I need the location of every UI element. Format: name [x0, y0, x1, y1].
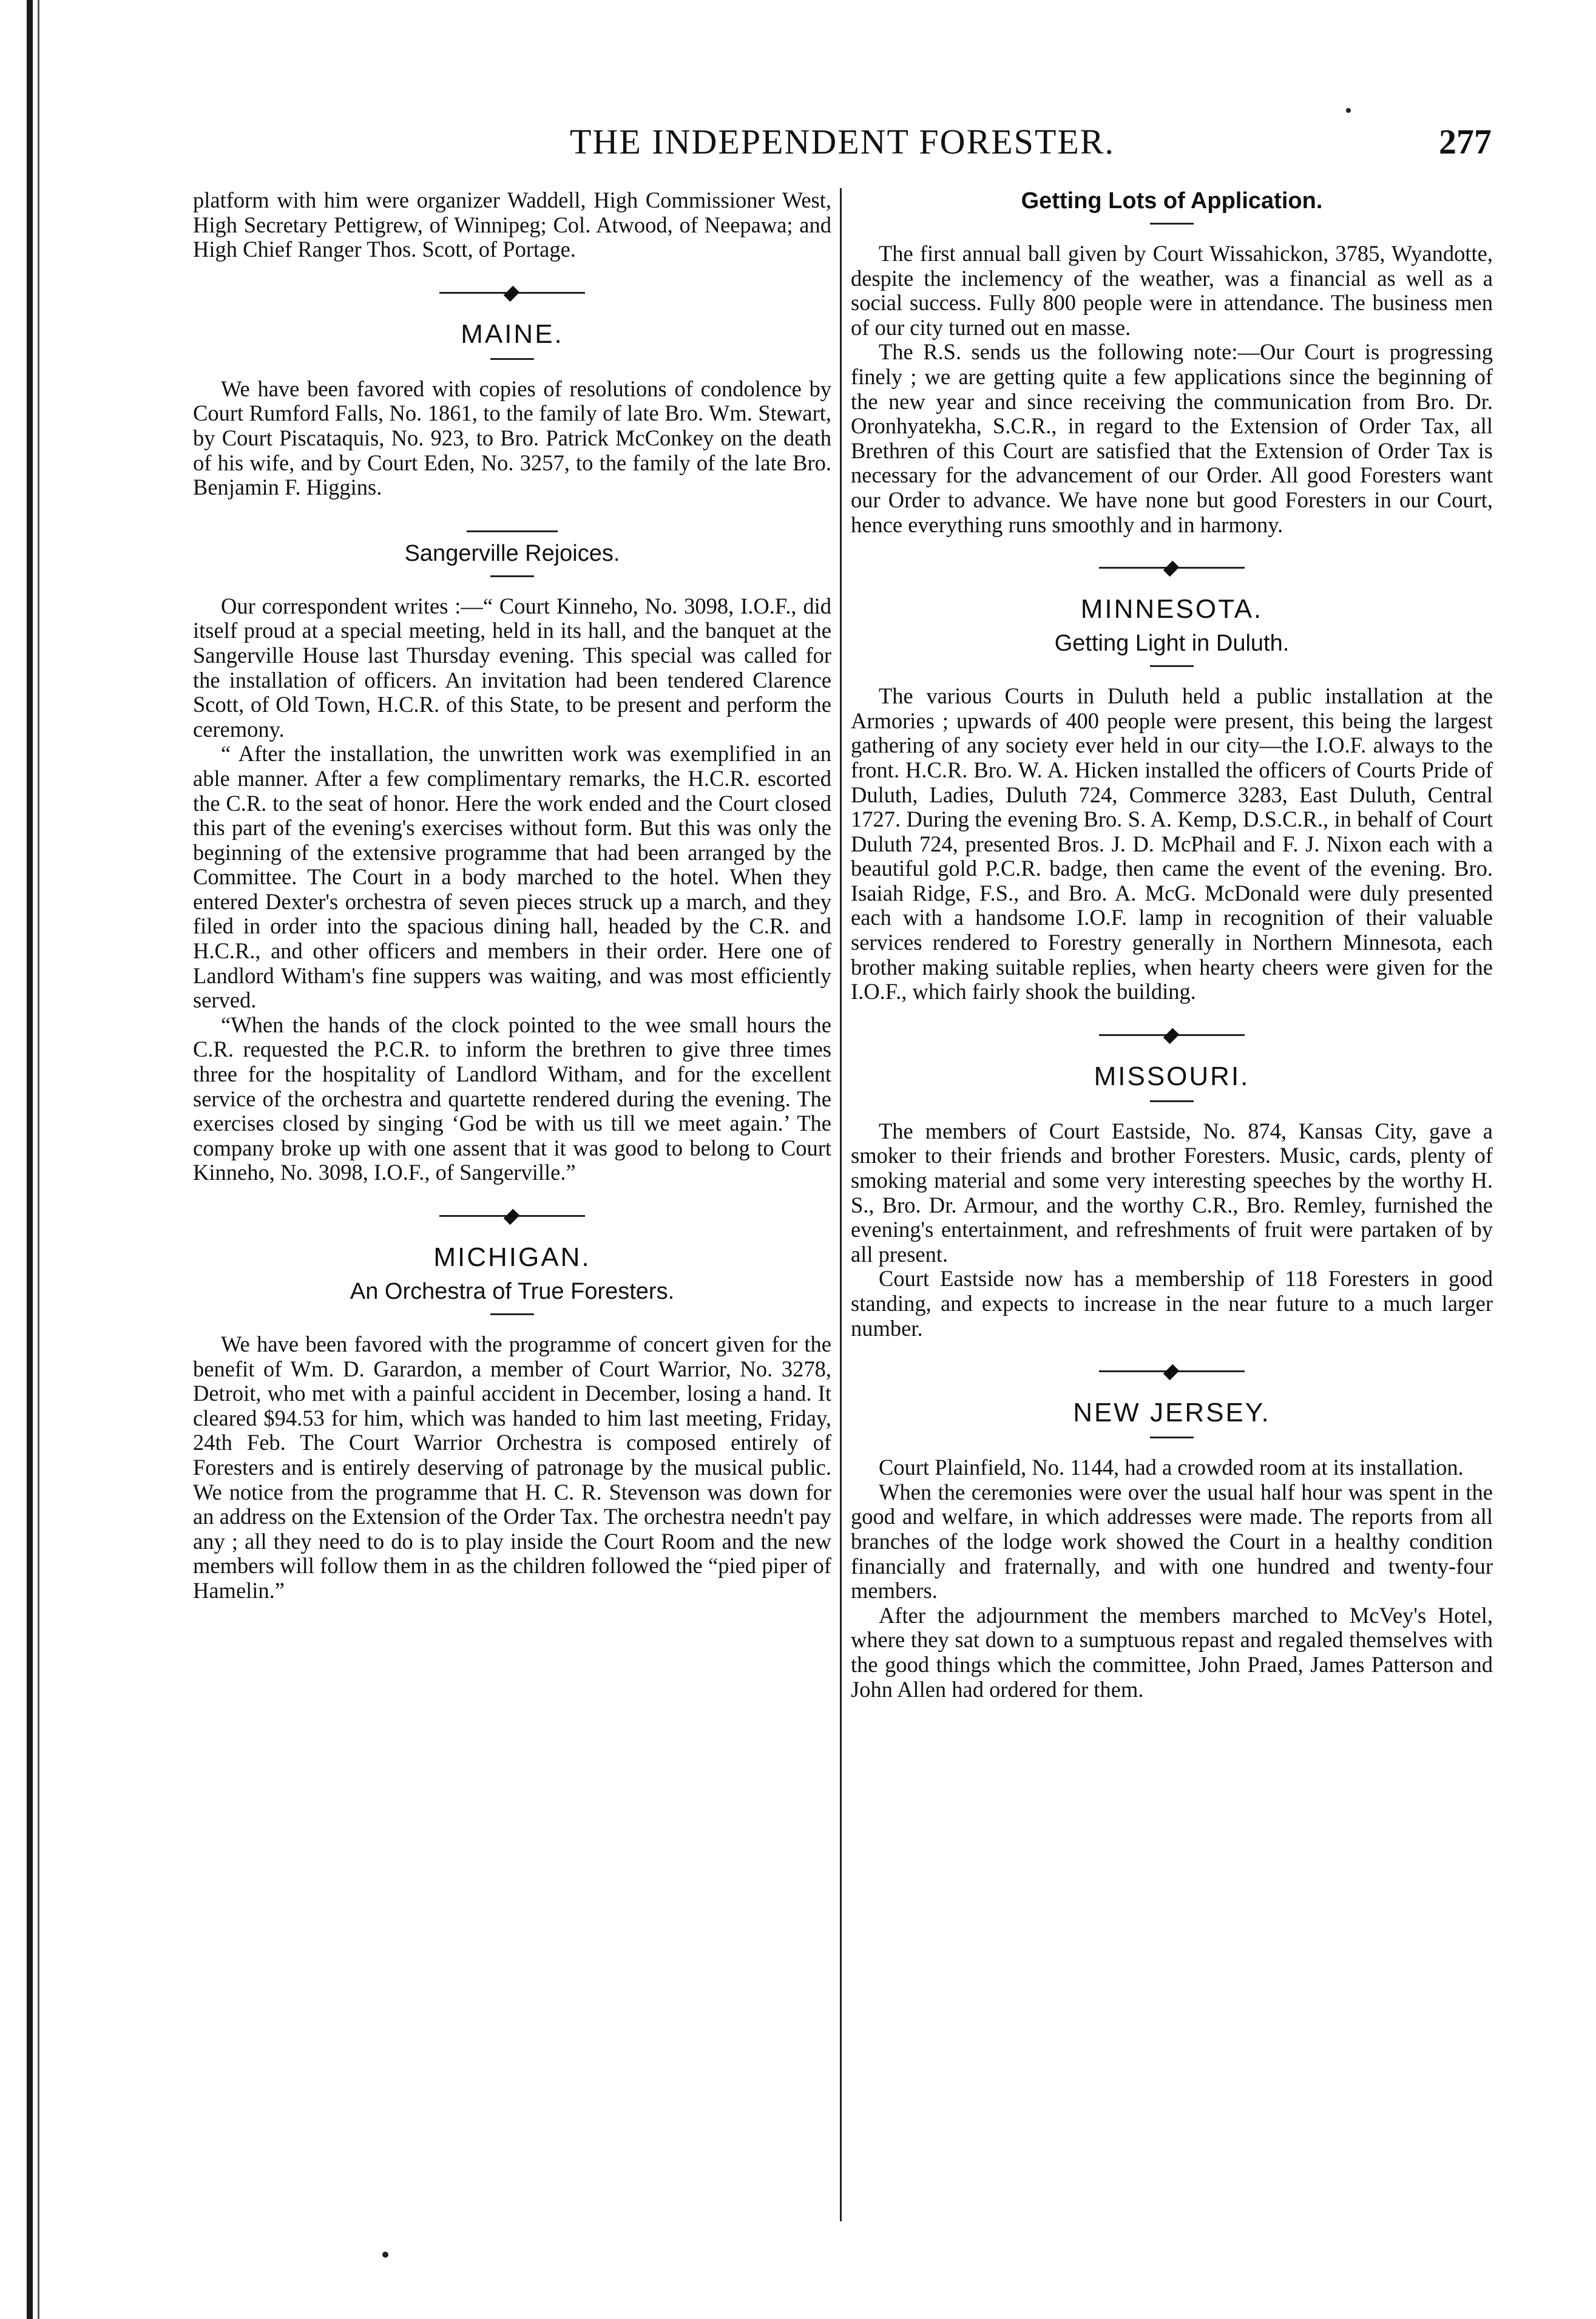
- continued-paragraph: platform with him were organizer Waddell, High Commissioner West, High Secretary Pettigrew, of Winnipeg; Col. Atwood, of Neepawa; and High Chief Ranger Thos. Scott, of Portage.: [193, 188, 831, 262]
- subheading-orchestra: An Orchestra of True Foresters.: [350, 1279, 675, 1304]
- page-number: 277: [1439, 122, 1492, 161]
- section-heading-maine: MAINE.: [461, 319, 564, 349]
- applications-paragraph-1: The first annual ball given by Court Wissahickon, 3785, Wyandotte, despite the inclemency of the weather, was a financial as well as a social success. Fully 800 people were in attendance. The business men of our city turned out en masse.: [851, 241, 1493, 340]
- left-column: [193, 188, 831, 1603]
- heading-rule: [490, 1313, 534, 1315]
- new-jersey-paragraph-3: After the adjournment the members marched to McVey's Hotel, where they sat down to a sumptuous repast and regaled themselves with the good things which the committee, John Praed, James Patterson and John Allen had ordered for them.: [851, 1602, 1493, 1702]
- minnesota-paragraph: The various Courts in Duluth held a public installation at the Armories ; upwards of 400 people were present, this being the largest gathering of any society ever held in our city—the I.O.F. always to the front. H.C.R. Bro. W. A. Hicken installed the officers of Courts Pride of Duluth, Ladies, Duluth 724, Commerce 3283, East Duluth, Central 1727. During the evening Bro. S. A. Kemp, D.S.C.R., in behalf of Court Duluth 724, presented Bros. J. D. McPhail and F. J. Nixon each with a beautiful gold P.C.R. badge, then came the event of the evening. Bro. Isaiah Ridge, F.S., and Bro. A. McG. McDonald were duly presented each with a handsome I.O.F. lamp in recognition of their valuable services rendered to Forestry generally in Northern Minnesota, each brother making suitable replies, when hearty cheers were given for the I.O.F., which fairly shook the building.: [851, 683, 1493, 1004]
- section-heading-new-jersey: NEW JERSEY.: [1073, 1398, 1271, 1428]
- michigan-paragraph: We have been favored with the programme of concert given for the benefit of Wm. D. Garardon, a member of Court Warrior, No. 3278, Detroit, who met with a painful accident in December, losing a hand. It cleared $94.53 for him, which was handed to him last meeting, Friday, 24th Feb. The Court Warrior Orchestra is composed entirely of Foresters and is entirely deserving of patronage by the musical public. We notice from the programme that H. C. R. Stevenson was down for an address on the Extension of the Order Tax. The orchestra needn't pay any ; all they need to do is to play inside the Court Room and the new members will follow them in as the children followed the “pied piper of Hamelin.”: [193, 1332, 831, 1603]
- section-ornament: [439, 1207, 585, 1225]
- sangerville-paragraph-3: “When the hands of the clock pointed to the wee small hours the C.R. requested the P.C.R. to inform the brethren to give three times three for the hospitality of Landlord Witham, and for the excellent service of the orchestra and quartette rendered during the evening. The exercises closed by singing ‘God be with us till we meet again.’ The company broke up with one assent that it was good to belong to Court Kinneho, No. 3098, I.O.F., of Sangerville.”: [193, 1012, 831, 1185]
- ink-dot: [1346, 108, 1351, 113]
- right-column: [851, 188, 1493, 1702]
- sangerville-paragraph-1: Our correspondent writes :—“ Court Kinneho, No. 3098, I.O.F., did itself proud at a special meeting, held in its hall, and the banquet at the Sangerville House last Thursday evening. This special was called for the installation of officers. An invitation had been tendered Clarence Scott, of Old Town, H.C.R. of this State, to be present and perform the ceremony.: [193, 593, 831, 742]
- section-heading-missouri: MISSOURI.: [1094, 1061, 1250, 1091]
- sangerville-paragraph-2: “ After the installation, the unwritten work was exemplified in an able manner. After a few complimentary remarks, the H.C.R. escorted the C.R. to the seat of honor. Here the work ended and the Court closed this part of the evening's exercises without form. But this was only the beginning of the extensive programme that had been arranged by the Committee. The Court in a body marched to the hotel. When they entered Dexter's orchestra of seven pieces struck up a march, and they filed in order into the spacious dining hall, headed by the C.R. and H.C.R., and other officers and members in their order. Here one of Landlord Witham's fine suppers was waiting, and was most efficiently served.: [193, 741, 831, 1013]
- section-heading-michigan: MICHIGAN.: [433, 1242, 591, 1272]
- journal-title: THE INDEPENDENT FORESTER.: [570, 122, 1115, 161]
- section-ornament: [1099, 559, 1245, 577]
- subheading-duluth: Getting Light in Duluth.: [1054, 631, 1290, 657]
- applications-paragraph-2: The R.S. sends us the following note:—Our Court is progressing finely ; we are getting quite a few applications since the beginning of the new year and since receiving the communication from Bro. Dr. Oronhyatekha, S.C.R., in regard to the Extension of Order Tax, all Brethren of this Court are satisfied that the Extension of Order Tax is necessary for the advancement of our Order. All good Foresters want our Order to advance. We have none but good Foresters in our Court, hence everything runs smoothly and in harmony.: [851, 339, 1493, 537]
- heading-rule: [1150, 665, 1194, 667]
- subheading-applications: Getting Lots of Application.: [1021, 188, 1323, 214]
- column-divider: [840, 188, 842, 2221]
- missouri-paragraph-1: The members of Court Eastside, No. 874, Kansas City, gave a smoker to their friends and brother Foresters. Music, cards, plenty of smoking material and some very interesting speeches by the worthy H. S., Bro. Dr. Armour, and the worthy C.R., Bro. Remley, furnished the evening's entertainment, and refreshments of fruit were partaken of by all present.: [851, 1118, 1493, 1267]
- section-ornament: [1099, 1026, 1245, 1044]
- heading-rule: [467, 530, 558, 532]
- heading-rule: [490, 358, 534, 360]
- maine-paragraph: We have been favored with copies of resolutions of condolence by Court Rumford Falls, No. 1861, to the family of late Bro. Wm. Stewart, by Court Piscataquis, No. 923, to Bro. Patrick McConkey on the death of his wife, and by Court Eden, No. 3257, to the family of the late Bro. Benjamin F. Higgins.: [193, 376, 831, 500]
- missouri-paragraph-2: Court Eastside now has a membership of 118 Foresters in good standing, and expects to increase in the near future to a much larger number.: [851, 1266, 1493, 1341]
- new-jersey-paragraph-1: Court Plainfield, No. 1144, had a crowded room at its installation.: [879, 1455, 1464, 1480]
- section-heading-minnesota: MINNESOTA.: [1080, 594, 1263, 625]
- heading-rule: [1150, 1100, 1194, 1102]
- heading-rule: [1150, 1437, 1194, 1438]
- ink-dot: [382, 2252, 388, 2258]
- new-jersey-paragraph-2: When the ceremonies were over the usual half hour was spent in the good and welfare, in which addresses were made. The reports from all branches of the lodge work showed the Court in a healthy condition financially and fraternally, and with one hundred and twenty-four members.: [851, 1479, 1493, 1603]
- section-ornament: [1099, 1363, 1245, 1381]
- page-edge-bar: [27, 0, 33, 2319]
- subheading-sangerville: Sangerville Rejoices.: [404, 540, 620, 566]
- heading-rule: [1150, 223, 1194, 225]
- running-header: [193, 121, 1492, 164]
- section-ornament: [439, 284, 585, 302]
- page-edge-line: [38, 0, 39, 2319]
- heading-rule: [490, 575, 534, 577]
